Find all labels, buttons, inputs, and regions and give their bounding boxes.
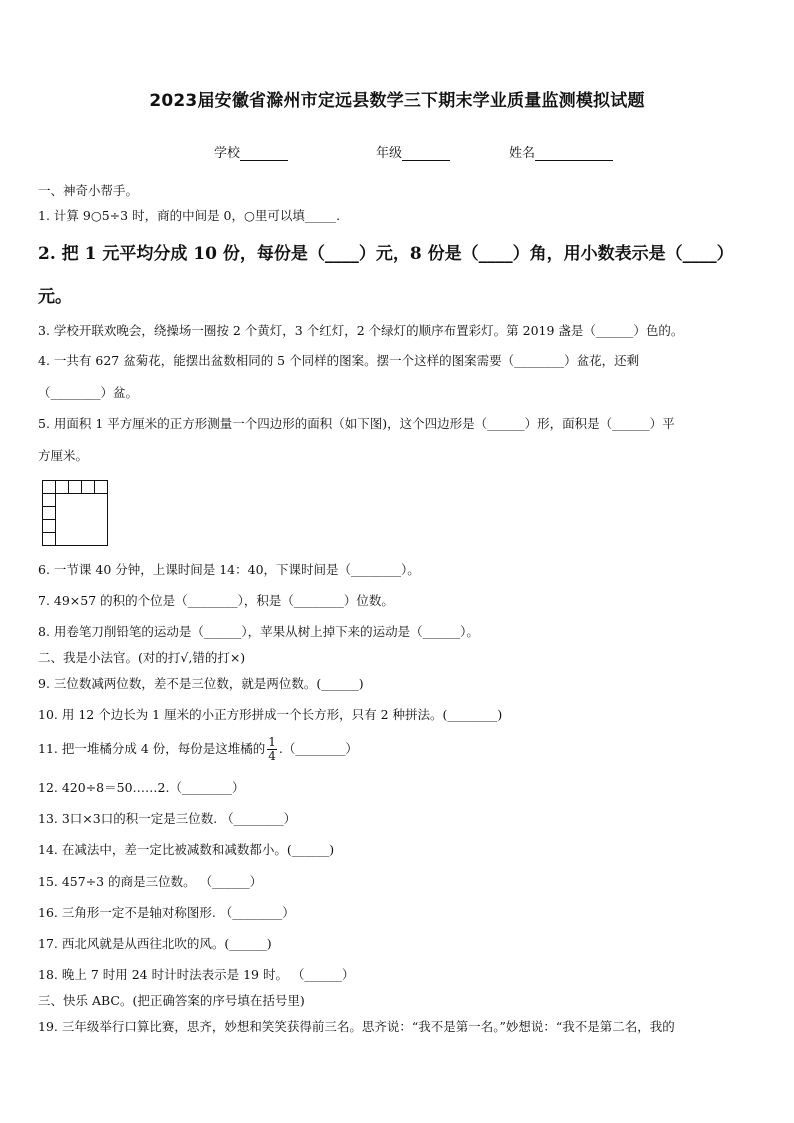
question-13: 13. 3口×3口的积一定是三位数. （________）	[38, 811, 297, 826]
grade-label: 年级	[376, 146, 403, 161]
question-6: 6. 一节课 40 分钟，上课时间是 14：40，下课时间是（________）。	[38, 562, 420, 577]
grid-outer-border	[43, 481, 108, 546]
question-15: 15. 457÷3 的商是三位数。 （______）	[38, 874, 263, 889]
question-2-continued: 元。	[38, 287, 72, 307]
question-16: 16. 三角形一定不是轴对称图形. （________）	[38, 905, 295, 920]
school-blank[interactable]	[240, 146, 288, 161]
question-10: 10. 用 12 个边长为 1 厘米的小正方形拼成一个长方形，只有 2 种拼法。(________)	[38, 707, 503, 722]
fraction-denominator: 4	[268, 749, 276, 763]
page-title: 2023届安徽省滁州市定远县数学三下期末学业质量监测模拟试题	[149, 91, 645, 111]
name-blank[interactable]	[535, 146, 613, 161]
question-8: 8. 用卷笔刀削铅笔的运动是（______），苹果从树上掉下来的运动是（______）。	[38, 624, 479, 639]
question-11	[38, 736, 358, 763]
school-field[interactable]	[214, 142, 288, 161]
section-heading-3: 三、快乐 ABC。(把正确答案的序号填在括号里)	[38, 993, 305, 1008]
section-heading-2: 二、我是小法官。(对的打√,错的打×)	[38, 650, 246, 665]
fraction-one-quarter	[267, 736, 277, 763]
question-2: 2. 把 1 元平均分成 10 份，每份是（____）元，8 份是（____）角，用小数表示是（____）	[38, 244, 734, 264]
question-19: 19. 三年级举行口算比赛，思齐，妙想和笑笑获得前三名。思齐说：“我不是第一名。”妙想说：“我不是第二名，我的	[38, 1019, 675, 1034]
question-4: 4. 一共有 627 盆菊花，能摆出盆数相同的 5 个同样的图案。摆一个这样的图案需要（________）盆花，还剩	[38, 353, 640, 368]
section-heading-1: 一、神奇小帮手。	[38, 183, 139, 198]
question-18: 18. 晚上 7 时用 24 时计时法表示是 19 时。 （______）	[38, 967, 355, 982]
grade-field[interactable]	[376, 142, 450, 161]
grade-blank[interactable]	[402, 146, 450, 161]
question-9: 9. 三位数减两位数，差不是三位数，就是两位数。(______)	[38, 676, 364, 691]
question-3: 3. 学校开联欢晚会，绕操场一圈按 2 个黄灯，3 个红灯，2 个绿灯的顺序布置彩灯。第 2019 盏是（______）色的。	[38, 323, 684, 338]
question-14: 14. 在减法中，差一定比被减数和减数都小。(______)	[38, 842, 335, 857]
name-field[interactable]	[509, 142, 613, 161]
question-7: 7. 49×57 的积的个位是（________），积是（________）位数。	[38, 593, 394, 608]
question-5: 5. 用面积 1 平方厘米的正方形测量一个四边形的面积（如下图)，这个四边形是（______）形，面积是（______）平	[38, 416, 675, 431]
question-4-continued: （________）盆。	[38, 385, 139, 400]
question-11-blank: .（________）	[278, 741, 358, 756]
fraction-numerator: 1	[268, 735, 276, 749]
name-label: 姓名	[509, 146, 536, 161]
question-11-text: 11. 把一堆橘分成 4 份，每份是这堆橘的	[38, 741, 266, 756]
question-17: 17. 西北风就是从西往北吹的风。(______)	[38, 936, 272, 951]
question-1: 1. 计算 9○5÷3 时，商的中间是 0，○里可以填_____.	[38, 208, 341, 223]
question-5-continued: 方厘米。	[38, 448, 89, 463]
question-12: 12. 420÷8＝50……2.（________）	[38, 780, 245, 795]
school-label: 学校	[214, 146, 241, 161]
area-grid-figure	[42, 480, 110, 548]
